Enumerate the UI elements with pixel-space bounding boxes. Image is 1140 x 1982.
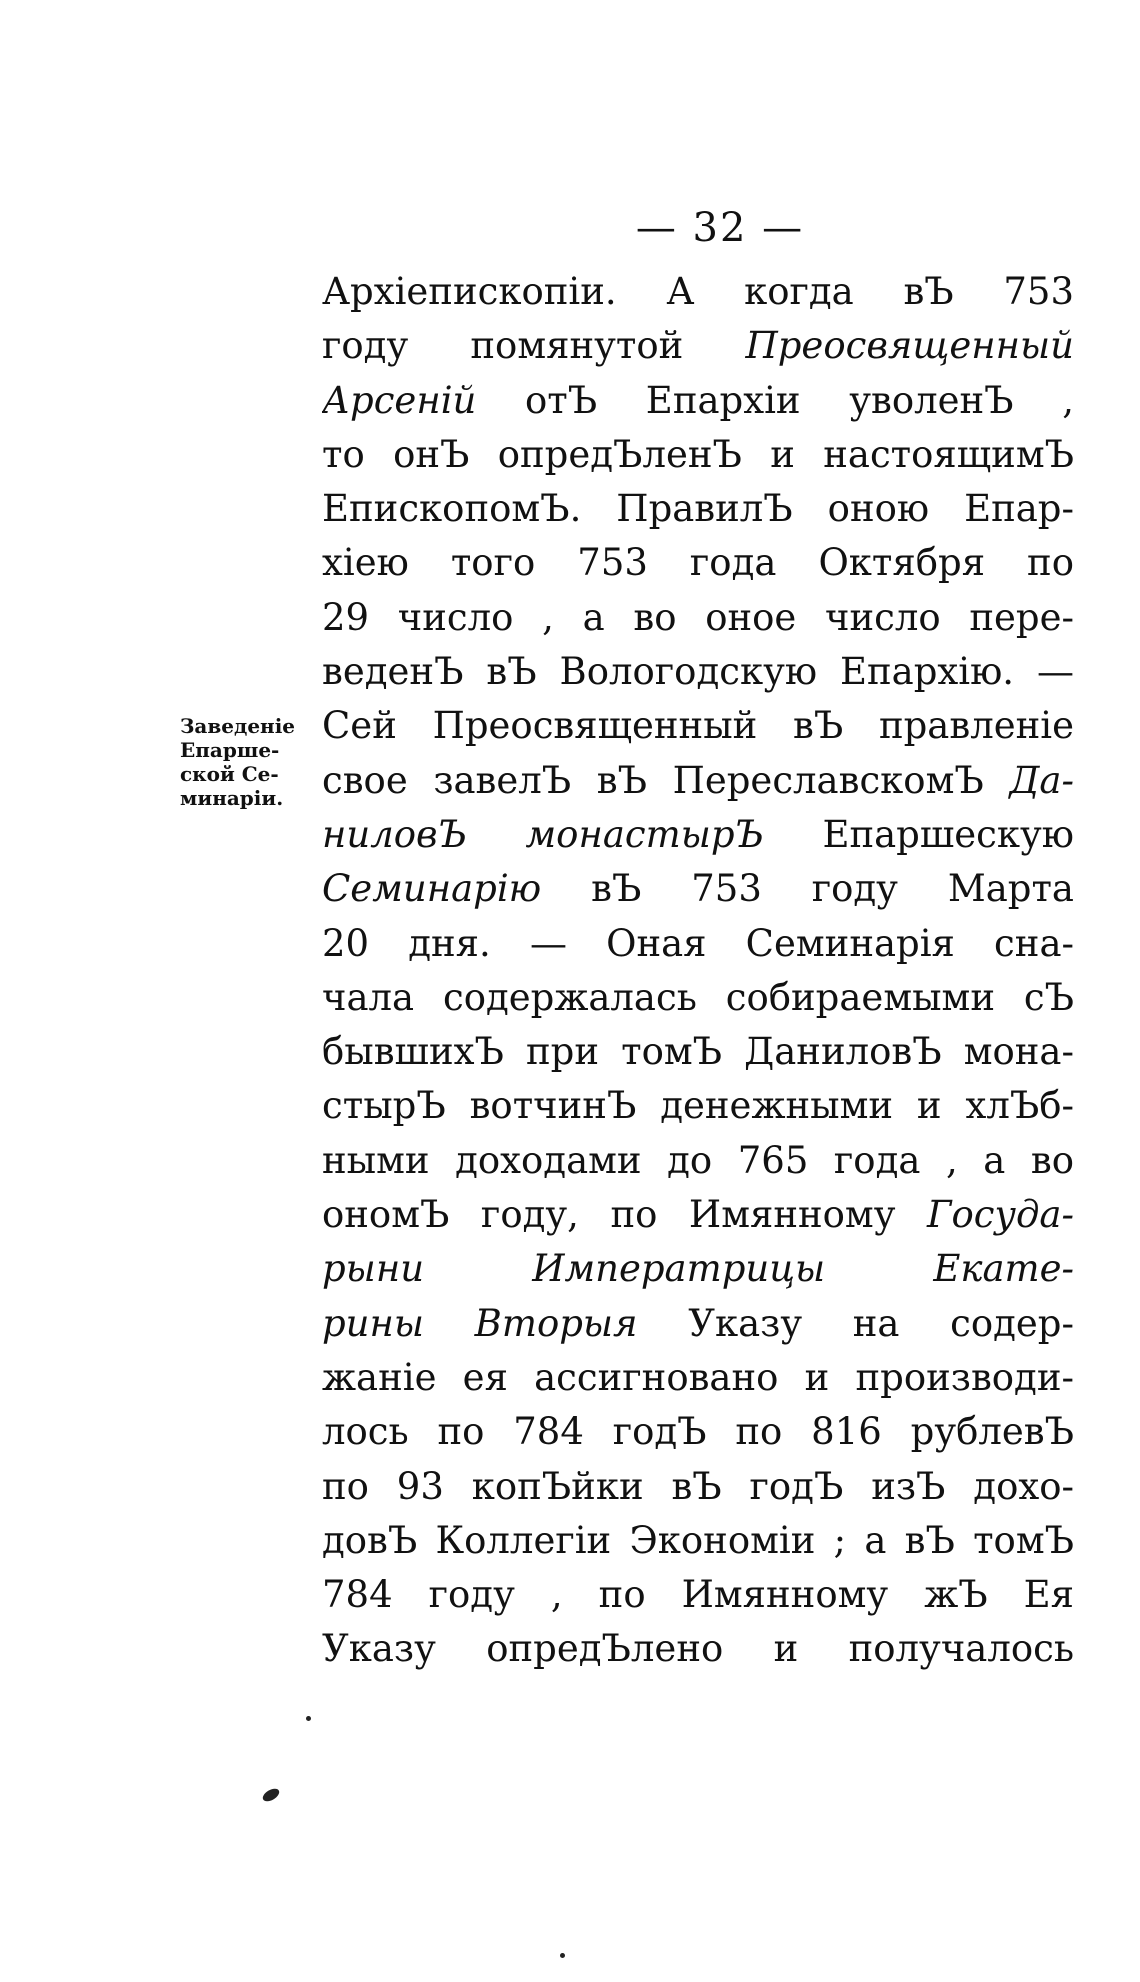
text-line [322,265,1074,319]
italic-phrase: рины Вторыя [322,1301,638,1345]
text-line [322,1351,1074,1405]
margin-note-line: ской Се- [180,762,279,786]
text-line [322,536,1074,590]
margin-note-line: Заведеніе [180,714,296,738]
text-segment: Архіепископіи. А когда вЪ 753 [322,270,1074,313]
text-line [322,1460,1074,1514]
text-segment: стырЪ вотчинЪ денежными и хлЪб- [322,1084,1074,1128]
text-segment: Указу опредЪлено и получалось [322,1627,1074,1671]
text-segment: бывшихЪ при томЪ ДаниловЪ мона- [322,1030,1074,1074]
text-segment: Епаршескую [763,812,1074,856]
text-segment: свое завелЪ вЪ ПереславскомЪ [322,758,1010,802]
text-line [322,591,1074,645]
text-line [322,1079,1074,1133]
text-line [322,808,1074,862]
text-segment: Сей Преосвященный вЪ правленіе [322,704,1074,748]
text-segment: вЪ 753 году Марта [541,867,1074,911]
text-line [322,482,1074,536]
text-segment: лось по 784 годЪ по 816 рублевЪ [322,1410,1074,1454]
ink-speck [560,1953,565,1958]
italic-phrase: Арсеній [322,378,477,422]
ink-speck [261,1786,282,1804]
text-segment: ными доходами до 765 года , а во [322,1138,1074,1182]
text-segment: жаніе ея ассигновано и производи- [322,1355,1074,1399]
italic-phrase: ниловЪ монастырЪ [322,812,764,856]
text-line [322,1514,1074,1568]
page-number: — 32 — [635,205,805,251]
text-line [322,699,1074,753]
text-line [322,428,1074,482]
text-line [322,1242,1074,1296]
text-segment: хіею того 753 года Октября по [322,541,1074,585]
margin-note-line: Епарше- [180,738,280,762]
text-line [322,1568,1074,1622]
text-segment: по 93 копЪйки вЪ годЪ изЪ дохо- [322,1464,1074,1508]
text-line [322,645,1074,699]
text-line [322,1134,1074,1188]
text-segment: ономЪ году, по Имянному [322,1193,928,1237]
italic-phrase: Госуда- [927,1193,1074,1237]
text-segment: 784 году , по Имянному жЪ Ея [322,1573,1074,1617]
margin-note-line: минаріи. [180,786,284,810]
italic-phrase: рыни Императрицы Екате- [322,1247,1074,1291]
italic-phrase: Семинарію [322,867,542,911]
text-line [322,917,1074,971]
italic-phrase: Да- [1009,758,1074,802]
text-line [322,1025,1074,1079]
text-segment: 20 дня. — Оная Семинарія сна- [322,921,1074,965]
text-line [322,971,1074,1025]
ink-speck [306,1716,311,1721]
body-text [322,265,1074,1677]
italic-phrase: Преосвященный [745,324,1074,368]
text-segment: то онЪ опредЪленЪ и настоящимЪ [322,432,1074,476]
text-line [322,374,1074,428]
margin-note [180,714,328,810]
text-segment: веденЪ вЪ Вологодскую Епархію. — [322,650,1074,694]
text-line [322,754,1074,808]
text-segment: 29 число , а во оное число пере- [322,595,1074,639]
text-line [322,1188,1074,1242]
text-segment: году помянутой [322,324,746,368]
text-line [322,1405,1074,1459]
text-line [322,1622,1074,1676]
text-segment: довЪ Коллегіи Экономіи ; а вЪ томЪ [322,1518,1074,1562]
text-line [322,1297,1074,1351]
text-segment: чала содержалась собираемыми сЪ [322,975,1074,1019]
text-line [322,319,1074,373]
text-segment: отЪ Епархіи уволенЪ , [476,378,1074,422]
text-line [322,862,1074,916]
text-segment: Указу на содер- [637,1301,1074,1345]
text-segment: ЕпископомЪ. ПравилЪ оною Епар- [322,487,1074,531]
